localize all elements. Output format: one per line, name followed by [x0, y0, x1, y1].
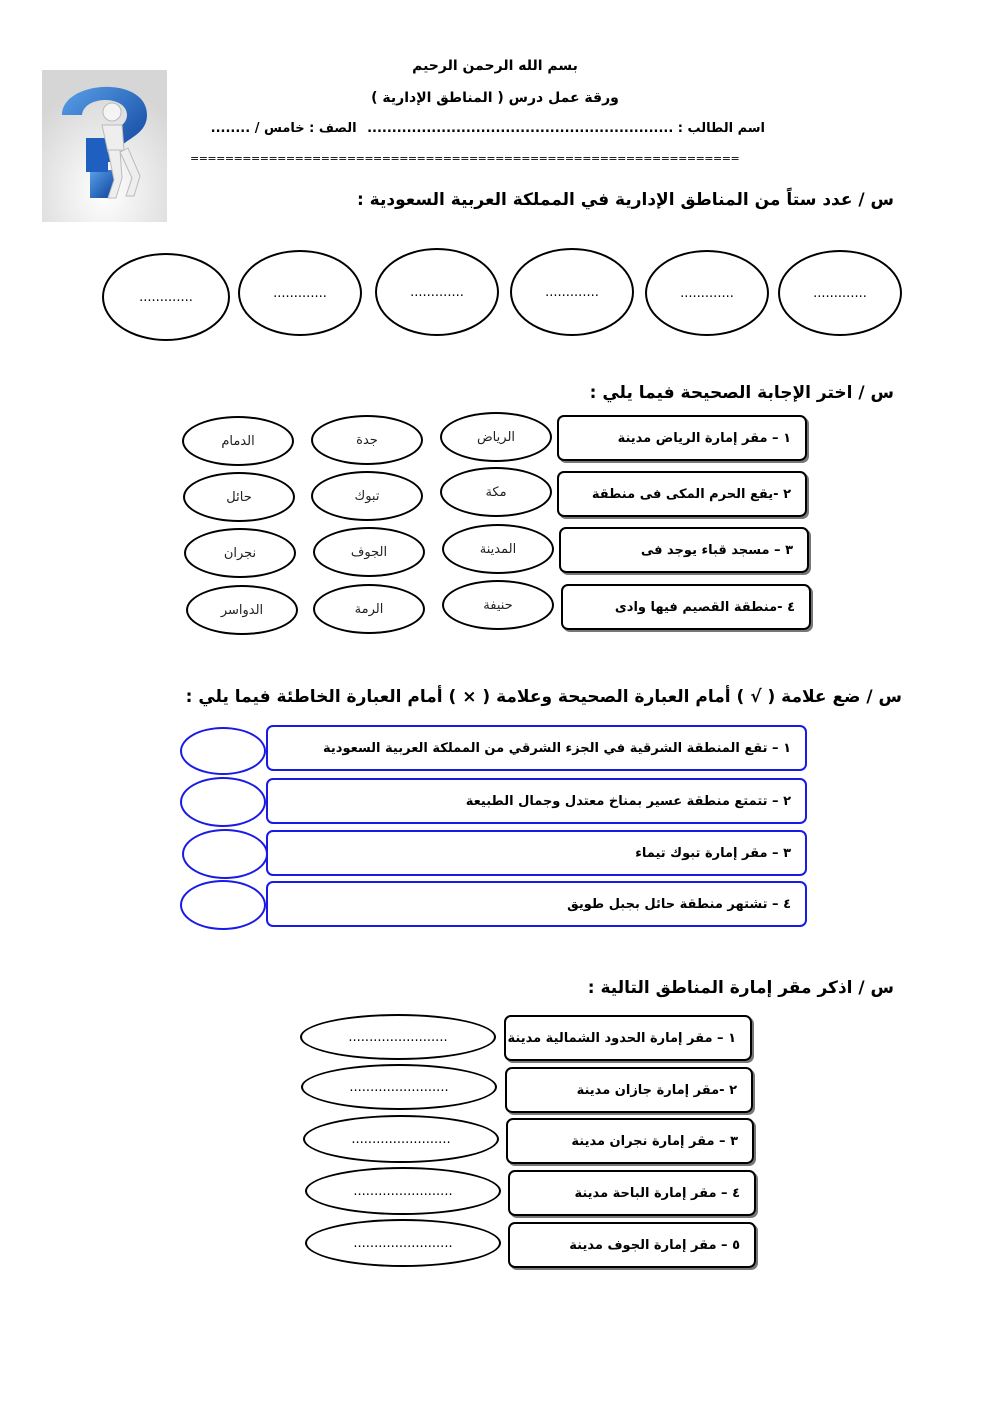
q2-choice-1a[interactable]: الرياض [440, 412, 552, 462]
q3-statement-2: ٢ – تتمتع منطقة عسير بمناخ معتدل وجمال الطبيعة [266, 778, 807, 824]
q1-answer-oval-6[interactable]: ............. [778, 250, 902, 336]
student-info-line [210, 121, 765, 136]
q1-answer-oval-2[interactable]: ............. [238, 250, 362, 336]
q4-statement-3: ٣ – مقر إمارة نجران مدينة [506, 1118, 754, 1164]
q2-choice-2a[interactable]: مكة [440, 467, 552, 517]
q2-statement-3: ٣ – مسجد قباء يوجد فى [559, 527, 809, 573]
q4-answer-oval-5[interactable]: ........................ [305, 1219, 501, 1267]
q4-statement-1: ١ – مقر إمارة الحدود الشمالية مدينة [504, 1015, 752, 1061]
q2-choice-4b[interactable]: الرمة [313, 584, 425, 634]
q2-choice-3a[interactable]: المدينة [442, 524, 554, 574]
q1-title: س / عدد ستاً من المناطق الإدارية في المملكة العربية السعودية : [356, 190, 894, 210]
q3-title: س / ضع علامة ( √ ) أمام العبارة الصحيحة وعلامة ( × ) أمام العبارة الخاطئة فيما يلي : [185, 687, 902, 707]
q3-answer-oval-4[interactable] [180, 880, 266, 930]
q1-answer-oval-3[interactable]: ............. [375, 248, 499, 336]
q2-choice-4c[interactable]: الدواسر [186, 585, 298, 635]
q2-statement-1: ١ – مقر إمارة الرياض مدينة [557, 415, 807, 461]
q1-answer-oval-1[interactable]: ............. [102, 253, 230, 341]
q4-statement-2: ٢ -مقر إمارة جازان مدينة [505, 1067, 753, 1113]
q1-answer-oval-4[interactable]: ............. [510, 248, 634, 336]
q1-answer-oval-5[interactable]: ............. [645, 250, 769, 336]
header-separator: =============================================================== [190, 152, 740, 165]
q2-choice-3c[interactable]: نجران [184, 528, 296, 578]
q2-choice-1c[interactable]: الدمام [182, 416, 294, 466]
q2-choice-2c[interactable]: حائل [183, 472, 295, 522]
q2-choice-4a[interactable]: حنيفة [442, 580, 554, 630]
q4-answer-oval-1[interactable]: ........................ [300, 1014, 496, 1060]
question-mark-clipart [42, 70, 167, 222]
q3-statement-3: ٣ – مقر إمارة تبوك تيماء [266, 830, 807, 876]
q2-choice-3b[interactable]: الجوف [313, 527, 425, 577]
q4-statement-4: ٤ – مقر إمارة الباحة مدينة [508, 1170, 756, 1216]
q4-statement-5: ٥ – مقر إمارة الجوف مدينة [508, 1222, 756, 1268]
student-name-field[interactable]: اسم الطالب : .............................................................. [367, 121, 765, 136]
q2-choice-1b[interactable]: جدة [311, 415, 423, 465]
q2-title: س / اختر الإجابة الصحيحة فيما يلي : [589, 383, 894, 403]
q3-statement-1: ١ – تقع المنطقة الشرقية في الجزء الشرقي من المملكة العربية السعودية [266, 725, 807, 771]
basmala: بسم الله الرحمن الرحيم [412, 58, 578, 74]
q3-answer-oval-3[interactable] [182, 829, 268, 879]
q2-statement-4: ٤ -منطقة القصيم فيها وادى [561, 584, 811, 630]
q3-answer-oval-1[interactable] [180, 727, 266, 775]
grade-field[interactable]: الصف : خامس / ........ [210, 121, 357, 136]
q4-answer-oval-2[interactable]: ........................ [301, 1064, 497, 1110]
q2-choice-2b[interactable]: تبوك [311, 471, 423, 521]
q3-statement-4: ٤ – تشتهر منطقة حائل بجبل طويق [266, 881, 807, 927]
q4-title: س / اذكر مقر إمارة المناطق التالية : [587, 978, 894, 998]
q2-statement-2: ٢ -يقع الحرم المكى فى منطقة [557, 471, 807, 517]
q4-answer-oval-3[interactable]: ........................ [303, 1115, 499, 1163]
q4-answer-oval-4[interactable]: ........................ [305, 1167, 501, 1215]
q3-answer-oval-2[interactable] [180, 777, 266, 827]
worksheet-title: ورقة عمل درس ( المناطق الإدارية ) [371, 90, 619, 106]
